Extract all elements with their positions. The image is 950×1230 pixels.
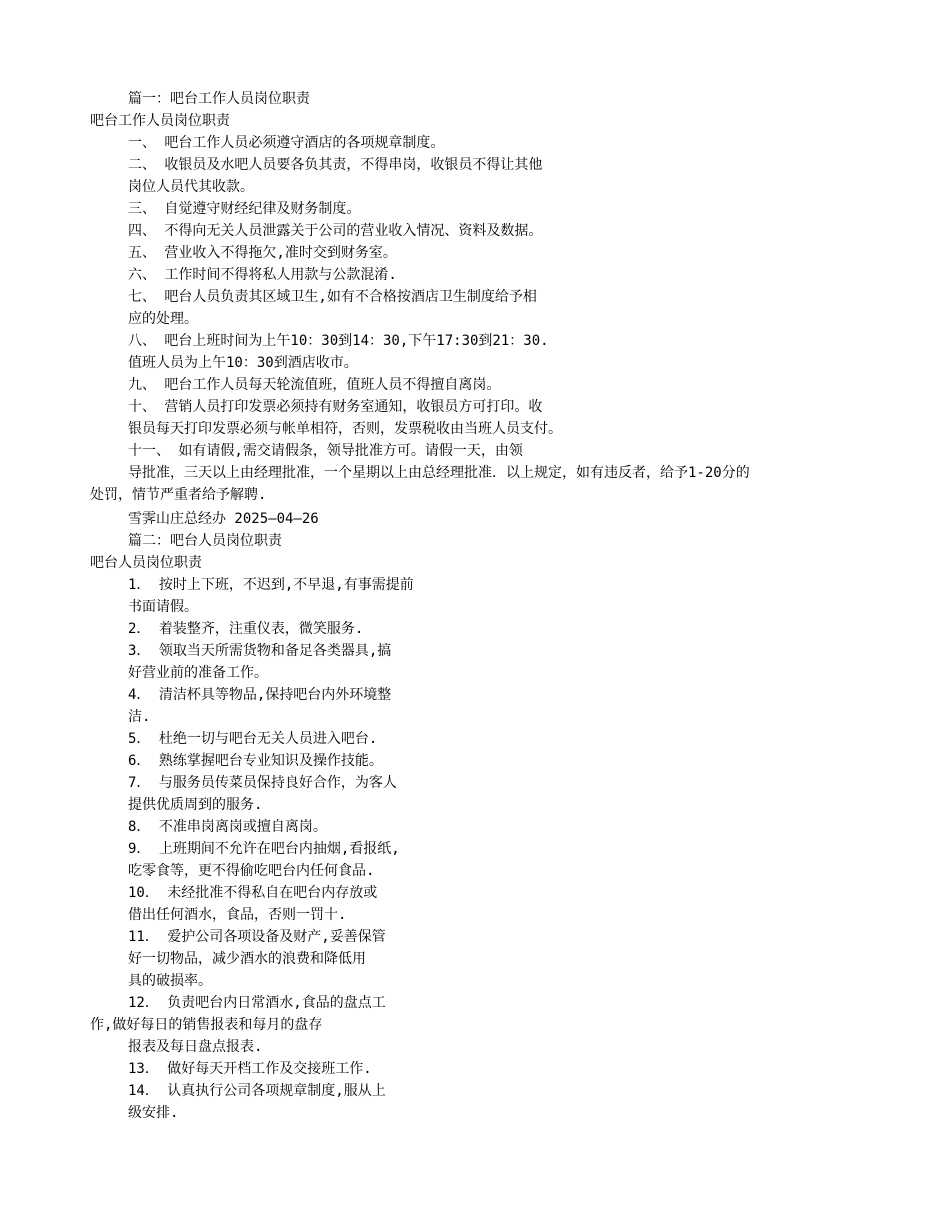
text-line: 级安排. <box>128 1105 179 1121</box>
section-title-1: 吧台工作人员岗位职责 <box>90 113 230 129</box>
text-line: 四、 不得向无关人员泄露关于公司的营业收入情况、资料及数据。 <box>128 223 543 239</box>
text-line: 导批准，三天以上由经理批准，一个星期以上由总经理批准．以上规定，如有违反者，给予1-20分的 <box>128 465 750 481</box>
text-line: 岗位人员代其收款。 <box>128 179 254 195</box>
text-line: 13． 做好每天开档工作及交接班工作. <box>128 1061 372 1077</box>
text-line: 五、 营业收入不得拖欠,准时交到财务室。 <box>128 245 397 261</box>
text-line: 5． 杜绝一切与吧台无关人员进入吧台. <box>128 731 378 747</box>
text-line: 十、 营销人员打印发票必须持有财务室通知，收银员方可打印。收 <box>128 399 543 415</box>
text-line: 3． 领取当天所需货物和备足各类器具,搞 <box>128 643 392 659</box>
text-line: 七、 吧台人员负责其区域卫生,如有不合格按酒店卫生制度给予相 <box>128 289 537 305</box>
text-line: 洁. <box>128 709 151 725</box>
text-line: 好营业前的准备工作。 <box>128 665 268 681</box>
section-heading-2: 篇二：吧台人员岗位职责 <box>128 533 282 549</box>
text-line: 2． 着装整齐，注重仪表，微笑服务. <box>128 621 364 637</box>
text-line: 8． 不准串岗离岗或擅自离岗。 <box>128 819 327 835</box>
text-line: 12． 负责吧台内日常酒水,食品的盘点工 <box>128 995 386 1011</box>
text-line: 4． 清洁杯具等物品,保持吧台内外环境整 <box>128 687 392 703</box>
section-title-2: 吧台人员岗位职责 <box>90 555 202 571</box>
text-line: 二、 收银员及水吧人员要各负其责，不得串岗，收银员不得让其他 <box>128 157 543 173</box>
text-line: 八、 吧台上班时间为上午10：30到14：30,下午17:30到21：30. <box>128 333 549 349</box>
text-line: 银员每天打印发票必须与帐单相符，否则，发票税收由当班人员支付。 <box>128 421 562 437</box>
text-line: 具的破损率。 <box>128 973 212 989</box>
text-line: 六、 工作时间不得将私人用款与公款混淆. <box>128 267 397 283</box>
signature-line: 雪霁山庄总经办 2025—04—26 <box>128 511 319 527</box>
section-heading-1: 篇一：吧台工作人员岗位职责 <box>128 91 310 107</box>
text-line: 作,做好每日的销售报表和每月的盘存 <box>90 1017 323 1033</box>
text-line: 好一切物品，减少酒水的浪费和降低用 <box>128 951 366 967</box>
text-line: 借出任何酒水，食品，否则一罚十. <box>128 907 347 923</box>
text-line: 14． 认真执行公司各项规章制度,服从上 <box>128 1083 386 1099</box>
text-line: 十一、 如有请假,需交请假条，领导批准方可。请假一天，由领 <box>128 443 523 459</box>
text-line: 报表及每日盘点报表. <box>128 1039 263 1055</box>
text-line: 吃零食等，更不得偷吃吧台内任何食品. <box>128 863 375 879</box>
text-line: 应的处理。 <box>128 311 198 327</box>
text-line: 10． 未经批准不得私自在吧台内存放或 <box>128 885 378 901</box>
text-line: 提供优质周到的服务. <box>128 797 263 813</box>
text-line: 1． 按时上下班，不迟到,不早退,有事需提前 <box>128 577 414 593</box>
text-line: 九、 吧台工作人员每天轮流值班，值班人员不得擅自离岗。 <box>128 377 501 393</box>
text-line: 11． 爱护公司各项设备及财产,妥善保管 <box>128 929 386 945</box>
text-line: 值班人员为上午10：30到酒店收市。 <box>128 355 358 371</box>
text-line: 6． 熟练掌握吧台专业知识及操作技能。 <box>128 753 383 769</box>
text-line: 7． 与服务员传菜员保持良好合作，为客人 <box>128 775 397 791</box>
text-line: 9． 上班期间不允许在吧台内抽烟,看报纸, <box>128 841 400 857</box>
text-line: 书面请假。 <box>128 599 198 615</box>
text-line: 一、 吧台工作人员必须遵守酒店的各项规章制度。 <box>128 135 445 151</box>
text-line: 处罚，情节严重者给予解聘. <box>90 487 267 503</box>
text-line: 三、 自觉遵守财经纪律及财务制度。 <box>128 201 361 217</box>
